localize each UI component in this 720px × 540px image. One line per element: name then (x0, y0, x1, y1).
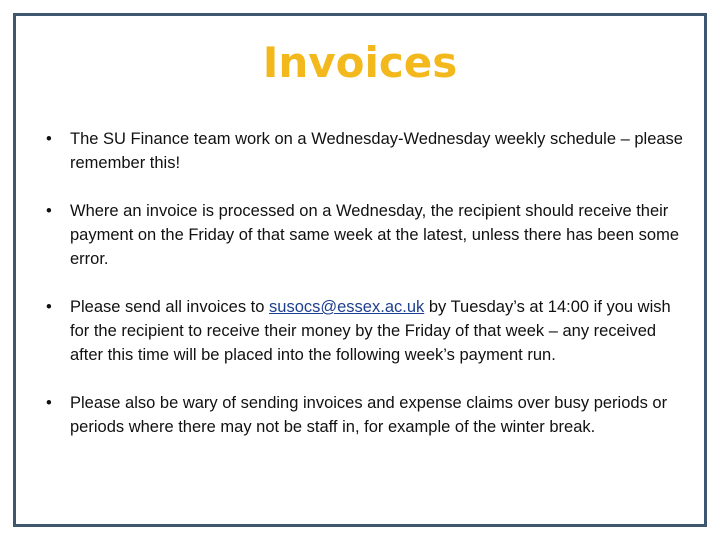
bullet-text: The SU Finance team work on a Wednesday-Wednesday weekly schedule – please remember this! (70, 130, 683, 172)
slide-frame (13, 13, 707, 527)
bullet-dot-icon: • (46, 130, 52, 148)
bullet-item-schedule (44, 127, 690, 175)
bullet-text-after: by Tuesday’s at 14:00 if you wish for the recipient to receive their money by the Friday of that week – any received after this time will be placed into the following week’s payment run. (70, 298, 671, 364)
bullet-text: Where an invoice is processed on a Wednesday, the recipient should receive their payment on the Friday of that same week at the latest, unless there has been some error. (70, 202, 680, 268)
bullet-dot-icon: • (46, 394, 52, 412)
bullet-dot-icon: • (46, 202, 52, 220)
bullet-dot-icon: • (46, 298, 52, 316)
bullet-text: Please also be wary of sending invoices and expense claims over busy periods or periods where there may not be staff in, for example of the winter break. (70, 394, 668, 436)
bullet-text-before: Please send all invoices to (70, 298, 270, 316)
page-title: Invoices (262, 38, 458, 87)
bullet-item-payment-timing (44, 199, 690, 271)
bullet-item-busy-periods (44, 391, 690, 439)
email-link[interactable]: susocs@essex.ac.uk (269, 298, 425, 316)
bullet-item-send-invoices (44, 295, 690, 367)
bullet-list (44, 127, 690, 463)
